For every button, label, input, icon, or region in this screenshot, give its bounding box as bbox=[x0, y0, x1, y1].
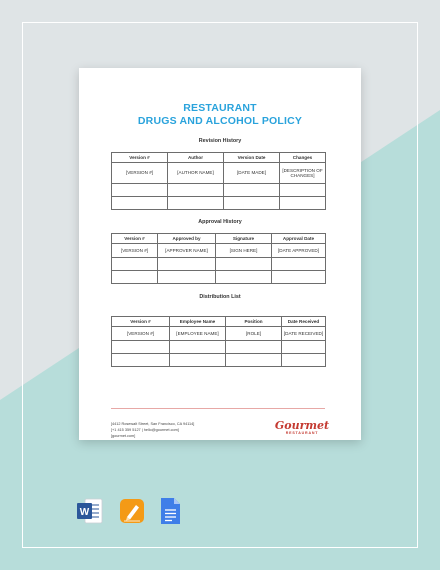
footer-website: [gourmet.com] bbox=[111, 434, 136, 438]
column-header: Approved by bbox=[158, 234, 216, 244]
table-row bbox=[112, 341, 326, 354]
table-row bbox=[112, 354, 326, 367]
table-row bbox=[112, 244, 326, 258]
table-cell: [ROLE] bbox=[226, 327, 282, 341]
table-cell: [DATE RECEIVED] bbox=[282, 327, 326, 341]
table-cell bbox=[216, 258, 272, 271]
distribution-list-table bbox=[111, 316, 326, 367]
table-cell bbox=[112, 184, 168, 197]
table-cell bbox=[272, 258, 326, 271]
table-cell: [DESCRIPTION OF CHANGES] bbox=[280, 163, 326, 184]
column-header: Version # bbox=[112, 234, 158, 244]
table-cell bbox=[168, 197, 224, 210]
table-row bbox=[112, 271, 326, 284]
table-cell: [EMPLOYEE NAME] bbox=[170, 327, 226, 341]
approval-history-label: Approval History bbox=[198, 219, 242, 225]
column-header: Position bbox=[226, 317, 282, 327]
table-cell: [DATE APPROVED] bbox=[272, 244, 326, 258]
column-header: Signature bbox=[216, 234, 272, 244]
table-cell bbox=[170, 354, 226, 367]
table-cell bbox=[158, 258, 216, 271]
table-cell bbox=[168, 184, 224, 197]
table-header-row bbox=[112, 153, 326, 163]
word-icon[interactable] bbox=[76, 497, 104, 525]
table-row bbox=[112, 163, 326, 184]
pages-icon[interactable] bbox=[118, 497, 146, 525]
column-header: Employee Name bbox=[170, 317, 226, 327]
logo-wordmark: Gourmet bbox=[274, 419, 330, 432]
revision-history-table bbox=[111, 152, 326, 210]
table-cell bbox=[280, 184, 326, 197]
table-cell: [AUTHOR NAME] bbox=[168, 163, 224, 184]
table-cell bbox=[282, 354, 326, 367]
table-cell bbox=[170, 341, 226, 354]
revision-history-label: Revision History bbox=[198, 138, 242, 144]
column-header: Version Date bbox=[224, 153, 280, 163]
table-cell bbox=[112, 271, 158, 284]
table-row bbox=[112, 184, 326, 197]
table-cell bbox=[272, 271, 326, 284]
table-cell bbox=[112, 354, 170, 367]
column-header: Author bbox=[168, 153, 224, 163]
table-row bbox=[112, 258, 326, 271]
table-cell: [VERSION #] bbox=[112, 327, 170, 341]
document-page bbox=[79, 68, 361, 440]
approval-history-table bbox=[111, 233, 326, 284]
column-header: Version # bbox=[112, 317, 170, 327]
table-cell: [APPROVER NAME] bbox=[158, 244, 216, 258]
table-cell bbox=[226, 354, 282, 367]
column-header: Version # bbox=[112, 153, 168, 163]
distribution-list-label: Distribution List bbox=[199, 294, 241, 300]
table-cell: [VERSION #] bbox=[112, 163, 168, 184]
gourmet-logo bbox=[272, 420, 332, 435]
table-cell: [VERSION #] bbox=[112, 244, 158, 258]
column-header: Approval Date bbox=[272, 234, 326, 244]
table-row bbox=[112, 197, 326, 210]
table-cell bbox=[226, 341, 282, 354]
table-cell bbox=[224, 184, 280, 197]
footer-divider bbox=[111, 408, 325, 409]
table-cell: [DATE MADE] bbox=[224, 163, 280, 184]
logo-subtitle: RESTAURANT bbox=[285, 431, 319, 435]
document-title-line2: DRUGS AND ALCOHOL POLICY bbox=[137, 115, 303, 127]
google-docs-icon[interactable] bbox=[158, 497, 182, 525]
table-cell bbox=[224, 197, 280, 210]
table-cell bbox=[112, 197, 168, 210]
document-title-line1: RESTAURANT bbox=[183, 102, 257, 114]
column-header: Changes bbox=[280, 153, 326, 163]
table-row bbox=[112, 327, 326, 341]
footer-address: [4412 Rosewalt Street, San Francisco, CA 94114] bbox=[111, 422, 195, 426]
table-cell bbox=[282, 341, 326, 354]
table-cell: [SIGN HERE] bbox=[216, 244, 272, 258]
table-cell bbox=[280, 197, 326, 210]
table-cell bbox=[158, 271, 216, 284]
table-header-row bbox=[112, 234, 326, 244]
word-icon-letter: W bbox=[79, 507, 90, 518]
table-header-row bbox=[112, 317, 326, 327]
footer-contact: [+1 415 359 5127 | hello@gourmet.com] bbox=[111, 428, 179, 432]
table-cell bbox=[112, 341, 170, 354]
table-cell bbox=[112, 258, 158, 271]
column-header: Date Received bbox=[282, 317, 326, 327]
table-cell bbox=[216, 271, 272, 284]
